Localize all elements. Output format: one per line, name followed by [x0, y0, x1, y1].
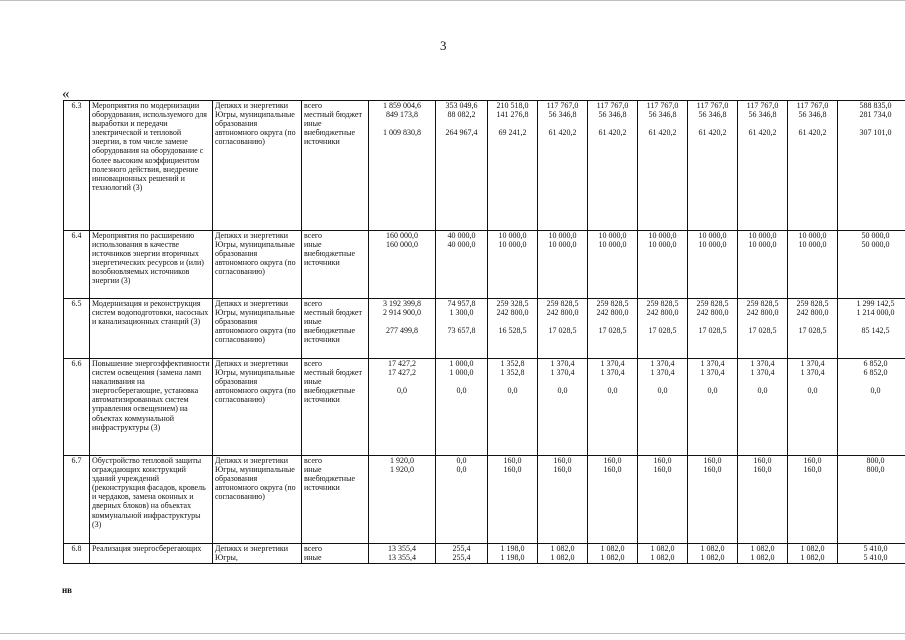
- amount-value: 1 082,0: [650, 553, 675, 563]
- amount-value: 17 028,5: [598, 326, 627, 336]
- amount-value: 160,0: [653, 456, 672, 465]
- funding-source-label: иные внебюджетные источники: [304, 240, 355, 268]
- measure-row: [64, 544, 905, 564]
- amount-value: 588 835,0: [859, 101, 892, 110]
- amount-value: 5 410,0: [863, 553, 888, 563]
- measure-executor: Депжкх и энергетики Югры, муниципальные образования автономного округа (по согласованию): [213, 456, 302, 544]
- amount-value: 40 000,0: [447, 240, 476, 250]
- amount-value: 1 082,0: [550, 553, 575, 563]
- funding-source-label: иные: [304, 553, 322, 563]
- funding-sources-cell: [302, 101, 369, 231]
- amount-cell: [688, 299, 738, 359]
- amount-value: 1 370,4: [750, 359, 775, 368]
- amount-value: 210 518,0: [496, 101, 529, 110]
- amount-value: 1 000,0: [449, 359, 474, 368]
- amount-value: 160,0: [553, 465, 572, 475]
- measure-number: 6.8: [64, 544, 90, 564]
- amount-cell: [488, 231, 538, 299]
- amount-cell: [588, 359, 638, 456]
- amount-value: 0,0: [707, 386, 718, 396]
- amount-value: 242 800,0: [596, 308, 629, 318]
- amount-value: 10 000,0: [598, 231, 627, 240]
- amount-value: 56 346,8: [648, 110, 677, 120]
- funding-source-label: иные внебюджетные источники: [304, 465, 355, 493]
- amount-value: 61 420,2: [698, 128, 727, 138]
- amount-value: 1 370,4: [600, 359, 625, 368]
- amount-value: 160,0: [603, 465, 622, 475]
- amount-value: 242 800,0: [696, 308, 729, 318]
- amount-cell: [369, 231, 436, 299]
- amount-value: 0,0: [870, 386, 881, 396]
- amount-value: 1 082,0: [800, 544, 825, 553]
- amount-value: 10 000,0: [648, 240, 677, 250]
- amount-cell: [738, 544, 788, 564]
- measure-number: 6.5: [64, 299, 90, 359]
- amount-cell: [738, 299, 788, 359]
- amount-cell: [488, 359, 538, 456]
- amount-value: 1 082,0: [600, 553, 625, 563]
- amount-value: 281 734,0: [859, 110, 892, 120]
- amount-value: 117 767,0: [746, 101, 779, 110]
- funding-source-label: всего: [304, 456, 323, 465]
- amount-value: 56 346,8: [748, 110, 777, 120]
- amount-cell: [838, 101, 905, 231]
- measure-row: [64, 456, 905, 544]
- amount-cell: [488, 456, 538, 544]
- funding-source-label: всего: [304, 231, 323, 240]
- amount-value: 6 852,0: [863, 359, 888, 368]
- measure-executor: Депжкх и энергетики Югры, муниципальные образования автономного округа (по согласованию): [213, 101, 302, 231]
- amount-cell: [738, 231, 788, 299]
- amount-cell: [588, 231, 638, 299]
- amount-value: 1 198,0: [500, 553, 525, 563]
- amount-value: 141 276,8: [496, 110, 529, 120]
- amount-value: 0,0: [507, 386, 518, 396]
- amount-cell: [538, 359, 588, 456]
- amount-value: 10 000,0: [798, 240, 827, 250]
- amount-value: 17 427,2: [388, 368, 416, 378]
- amount-value: 10 000,0: [798, 231, 827, 240]
- amount-value: 1 370,4: [600, 368, 625, 378]
- amount-value: 56 346,8: [598, 110, 627, 120]
- amount-value: 259 828,5: [546, 299, 579, 308]
- amount-value: 50 000,0: [861, 240, 890, 250]
- measure-number: 6.7: [64, 456, 90, 544]
- amount-value: 353 049,6: [445, 101, 478, 110]
- amount-value: 61 420,2: [598, 128, 627, 138]
- amount-value: 1 370,4: [650, 368, 675, 378]
- amount-value: 1 082,0: [700, 544, 725, 553]
- amount-value: 10 000,0: [748, 240, 777, 250]
- amount-value: 0,0: [456, 456, 467, 465]
- amount-value: 1 082,0: [700, 553, 725, 563]
- amount-value: 160,0: [753, 456, 772, 465]
- amount-cell: [538, 231, 588, 299]
- amount-value: 10 000,0: [698, 240, 727, 250]
- amount-value: 10 000,0: [548, 240, 577, 250]
- amount-value: 160,0: [653, 465, 672, 475]
- amount-value: 0,0: [757, 386, 768, 396]
- amount-value: 242 800,0: [796, 308, 829, 318]
- amount-value: 117 767,0: [796, 101, 829, 110]
- measure-title: Повышение энергоэффективности систем освещения (замена ламп накаливания на энергосберегающие, установка автоматизированных систем управления освещением) на объектах коммунальной инфраструктуры (3): [90, 359, 213, 456]
- amount-value: 17 028,5: [798, 326, 827, 336]
- amount-value: 242 800,0: [646, 308, 679, 318]
- amount-value: 61 420,2: [648, 128, 677, 138]
- amount-value: 0,0: [607, 386, 618, 396]
- amount-value: 242 800,0: [746, 308, 779, 318]
- amount-value: 56 346,8: [698, 110, 727, 120]
- amount-cell: [788, 101, 838, 231]
- amount-cell: [436, 299, 488, 359]
- amount-value: 0,0: [456, 465, 467, 475]
- measure-executor: Депжкх и энергетики Югры, муниципальные образования автономного округа (по согласованию): [213, 299, 302, 359]
- measure-executor: Депжкх и энергетики Югры, муниципальные образования автономного округа (по согласованию): [213, 359, 302, 456]
- amount-cell: [369, 101, 436, 231]
- measure-title: Мероприятия по модернизации оборудования, используемого для выработки и передачи электрической и тепловой энергии, в том числе замене оборудования на оборудование с более высоким коэффициентом полезного действия, внедрение инновационных решений и технологий (3): [90, 101, 213, 231]
- amount-value: 5 410,0: [863, 544, 888, 553]
- amount-value: 1 352,8: [500, 368, 525, 378]
- amount-value: 17 427,2: [388, 359, 416, 368]
- amount-value: 1 009 830,8: [383, 128, 421, 138]
- amount-value: 69 241,2: [498, 128, 527, 138]
- amount-cell: [688, 359, 738, 456]
- amount-value: 74 957,8: [447, 299, 476, 308]
- amount-cell: [788, 231, 838, 299]
- amount-value: 1 082,0: [750, 553, 775, 563]
- amount-value: 1 214 000,0: [856, 308, 895, 318]
- amount-value: 259 828,5: [646, 299, 679, 308]
- amount-cell: [436, 101, 488, 231]
- amount-value: 1 352,8: [500, 359, 525, 368]
- amount-cell: [688, 544, 738, 564]
- amount-value: 259 828,5: [796, 299, 829, 308]
- amount-cell: [638, 359, 688, 456]
- amount-value: 800,0: [866, 465, 885, 475]
- amount-value: 255,4: [452, 544, 471, 553]
- amount-cell: [788, 299, 838, 359]
- amount-value: 13 355,4: [388, 544, 416, 553]
- footer-initials: нв: [62, 585, 73, 595]
- amount-value: 1 299 142,5: [856, 299, 895, 308]
- amount-cell: [538, 544, 588, 564]
- funding-sources-cell: [302, 359, 369, 456]
- amount-cell: [588, 544, 638, 564]
- measure-number: 6.3: [64, 101, 90, 231]
- amount-cell: [369, 359, 436, 456]
- amount-value: 264 967,4: [445, 128, 478, 138]
- amount-value: 16 528,5: [498, 326, 527, 336]
- funding-sources-cell: [302, 456, 369, 544]
- amount-value: 10 000,0: [498, 231, 527, 240]
- amount-cell: [538, 299, 588, 359]
- amount-value: 0,0: [456, 386, 467, 396]
- funding-source-label: всего: [304, 299, 323, 308]
- amount-cell: [638, 544, 688, 564]
- amount-value: 117 767,0: [546, 101, 579, 110]
- amount-value: 1 370,4: [700, 368, 725, 378]
- measure-number: 6.6: [64, 359, 90, 456]
- funding-source-label: местный бюджет: [304, 368, 362, 378]
- amount-value: 160,0: [703, 456, 722, 465]
- amount-value: 1 300,0: [449, 308, 474, 318]
- amount-value: 1 920,0: [390, 465, 414, 475]
- measure-row: [64, 299, 905, 359]
- measure-title: Обустройство тепловой защиты ограждающих конструкций зданий учреждений (реконструкция фасадов, кровель и чердаков, замена оконных и дверных блоков) на объектах коммунальной инфраструктуры (3): [90, 456, 213, 544]
- amount-value: 117 767,0: [646, 101, 679, 110]
- measure-row: [64, 101, 905, 231]
- amount-value: 259 828,5: [746, 299, 779, 308]
- amount-value: 10 000,0: [548, 231, 577, 240]
- amount-cell: [838, 359, 905, 456]
- amount-value: 0,0: [807, 386, 818, 396]
- amount-cell: [638, 299, 688, 359]
- amount-value: 117 767,0: [696, 101, 729, 110]
- amount-value: 10 000,0: [598, 240, 627, 250]
- measure-title: Модернизация и реконструкция систем водоподготовки, насосных и канализационных станций (3): [90, 299, 213, 359]
- amount-value: 800,0: [866, 456, 885, 465]
- amount-cell: [436, 359, 488, 456]
- funding-source-label: всего: [304, 359, 323, 368]
- amount-value: 61 420,2: [748, 128, 777, 138]
- amount-value: 3 192 399,8: [383, 299, 421, 308]
- amount-value: 61 420,2: [798, 128, 827, 138]
- amount-value: 10 000,0: [498, 240, 527, 250]
- amount-value: 17 028,5: [648, 326, 677, 336]
- amount-value: 160,0: [703, 465, 722, 475]
- amount-cell: [638, 456, 688, 544]
- amount-cell: [436, 544, 488, 564]
- amount-cell: [488, 299, 538, 359]
- amount-value: 160 000,0: [386, 231, 418, 240]
- page-number: 3: [440, 38, 447, 53]
- amount-value: 1 370,4: [800, 368, 825, 378]
- amount-cell: [436, 456, 488, 544]
- amount-value: 255,4: [452, 553, 471, 563]
- amount-value: 56 346,8: [798, 110, 827, 120]
- amount-value: 160,0: [753, 465, 772, 475]
- amount-value: 160,0: [603, 456, 622, 465]
- amount-cell: [738, 359, 788, 456]
- amount-cell: [838, 299, 905, 359]
- funding-sources-cell: [302, 299, 369, 359]
- amount-cell: [688, 456, 738, 544]
- amount-value: 259 828,5: [596, 299, 629, 308]
- amount-value: 1 370,4: [650, 359, 675, 368]
- measure-row: [64, 359, 905, 456]
- amount-value: 10 000,0: [698, 231, 727, 240]
- amount-value: 1 198,0: [500, 544, 525, 553]
- amount-value: 1 920,0: [390, 456, 414, 465]
- amount-cell: [838, 456, 905, 544]
- amount-value: 88 082,2: [447, 110, 476, 120]
- funding-source-label: иные внебюджетные источники: [304, 119, 355, 147]
- amount-cell: [369, 456, 436, 544]
- amount-cell: [588, 299, 638, 359]
- funding-source-label: местный бюджет: [304, 308, 362, 318]
- funding-source-label: всего: [304, 544, 323, 553]
- amount-value: 40 000,0: [447, 231, 476, 240]
- amount-value: 1 370,4: [550, 368, 575, 378]
- amount-value: 56 346,8: [548, 110, 577, 120]
- amount-value: 1 082,0: [800, 553, 825, 563]
- amount-value: 259 328,5: [496, 299, 529, 308]
- amount-value: 13 355,4: [388, 553, 416, 563]
- amount-value: 1 370,4: [750, 368, 775, 378]
- amount-value: 50 000,0: [861, 231, 890, 240]
- amount-value: 2 914 900,0: [383, 308, 421, 318]
- amount-value: 160,0: [803, 456, 822, 465]
- funding-sources-cell: [302, 231, 369, 299]
- amount-value: 1 370,4: [800, 359, 825, 368]
- amount-value: 1 859 004,6: [383, 101, 421, 110]
- amount-cell: [838, 231, 905, 299]
- amount-value: 1 082,0: [750, 544, 775, 553]
- amount-value: 1 000,0: [449, 368, 474, 378]
- amount-value: 160,0: [553, 456, 572, 465]
- amount-value: 6 852,0: [863, 368, 888, 378]
- amount-value: 259 828,5: [696, 299, 729, 308]
- scan-top-edge: [0, 0, 905, 1]
- amount-cell: [738, 456, 788, 544]
- amount-value: 1 370,4: [550, 359, 575, 368]
- amount-value: 73 657,8: [447, 326, 476, 336]
- amount-value: 242 800,0: [496, 308, 529, 318]
- amount-cell: [738, 101, 788, 231]
- amount-cell: [688, 101, 738, 231]
- amount-cell: [638, 231, 688, 299]
- measure-number: 6.4: [64, 231, 90, 299]
- amount-cell: [538, 101, 588, 231]
- amount-value: 1 082,0: [650, 544, 675, 553]
- amount-cell: [638, 101, 688, 231]
- amount-value: 0,0: [397, 386, 407, 396]
- amount-value: 160,0: [503, 465, 522, 475]
- amount-value: 10 000,0: [748, 231, 777, 240]
- measure-executor: Депжкх и энергетики Югры,: [213, 544, 302, 564]
- funding-source-label: местный бюджет: [304, 110, 362, 120]
- budget-table: [63, 100, 905, 564]
- amount-cell: [488, 101, 538, 231]
- amount-cell: [838, 544, 905, 564]
- amount-value: 1 082,0: [550, 544, 575, 553]
- measure-executor: Депжкх и энергетики Югры, муниципальные образования автономного округа (по согласованию): [213, 231, 302, 299]
- amount-cell: [369, 299, 436, 359]
- amount-cell: [788, 359, 838, 456]
- amount-value: 277 499,8: [386, 326, 418, 336]
- amount-value: 0,0: [557, 386, 568, 396]
- funding-source-label: иные внебюджетные источники: [304, 377, 355, 405]
- opening-quote: «: [62, 86, 70, 102]
- amount-value: 17 028,5: [748, 326, 777, 336]
- amount-value: 160 000,0: [386, 240, 418, 250]
- scan-bottom-edge: [0, 633, 905, 634]
- amount-value: 85 142,5: [861, 326, 890, 336]
- amount-cell: [538, 456, 588, 544]
- amount-value: 117 767,0: [596, 101, 629, 110]
- amount-value: 17 028,5: [548, 326, 577, 336]
- amount-cell: [488, 544, 538, 564]
- amount-cell: [436, 231, 488, 299]
- amount-cell: [369, 544, 436, 564]
- amount-cell: [788, 544, 838, 564]
- amount-value: 61 420,2: [548, 128, 577, 138]
- measure-title: Реализация энергосберегающих: [90, 544, 213, 564]
- measure-row: [64, 231, 905, 299]
- measure-title: Мероприятия по расширению использования в качестве источников энергии вторичных энергетических ресурсов и (или) возобновляемых источников энергии (3): [90, 231, 213, 299]
- amount-cell: [588, 456, 638, 544]
- amount-value: 160,0: [803, 465, 822, 475]
- amount-value: 0,0: [657, 386, 668, 396]
- amount-value: 160,0: [503, 456, 522, 465]
- amount-cell: [588, 101, 638, 231]
- amount-cell: [688, 231, 738, 299]
- amount-value: 1 370,4: [700, 359, 725, 368]
- amount-value: 10 000,0: [648, 231, 677, 240]
- amount-value: 242 800,0: [546, 308, 579, 318]
- amount-value: 849 173,8: [386, 110, 418, 120]
- amount-cell: [788, 456, 838, 544]
- funding-source-label: всего: [304, 101, 323, 110]
- funding-source-label: иные внебюджетные источники: [304, 317, 355, 345]
- amount-value: 1 082,0: [600, 544, 625, 553]
- amount-value: 17 028,5: [698, 326, 727, 336]
- funding-sources-cell: [302, 544, 369, 564]
- amount-value: 307 101,0: [859, 128, 892, 138]
